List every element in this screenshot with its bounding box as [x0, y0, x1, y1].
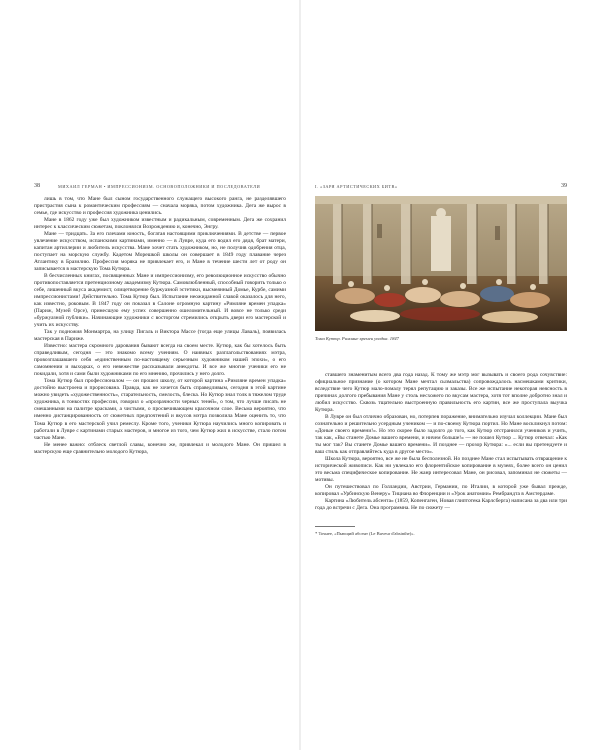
left-body-text: [34, 196, 286, 456]
painting-caption: Тома Кутюр. Римляне времен упадка. 1847: [315, 336, 399, 341]
right-paragraph-2: В Лувре он был отлично образован, но, потерпев поражение, внимательно изучал коллекции. Мане был сознательно и решительно усердным учеником — и по-своему Кутюра портил. Но Мане воскликнул потом: «Доные своего времени!». Но это скорее было задолго до того, как Кутюр отстранился учеников и учить, так как, «Вы станете Домье вашего времени, и ничем больше!» — не пошел Кутюр ... Кутюр отвечал: «Как ты мог так? Вы станете Домье вашего времени». И позднее — прозор Кутюра: «... если вы претендуете и ваш стиль как отправляйтесь куда в другое место».: [315, 414, 567, 456]
painting-illustration: [315, 196, 567, 331]
right-page: [300, 0, 600, 750]
left-paragraph-4: В бесчисленных книгах, посвященных Мане и импрессионизму, его революционное искусство обычно противопоставляется претенциозному академизму Кутюра. Самовлюбленный, способный говорить только о себе, лишенный вкуса академист, олицетворение буржуазной эстетики, высмеянный Домье, Курбе, самими импрессионистами! Действительно. Тома Кутюр был. Испытание неожиданной славой оказалось для него, как известно, роковым. В 1847 году он показал в Салоне огромную картину «Римляне времен упадка» (Париж, Музей Орсе), принесшую ему успех совершенно ошеломительный. И вовсе не только среди «буржуазной публики». Начинающие художники с восторгом стремились открыть двери его мастерской и учить их искусству.: [34, 273, 286, 329]
right-running-head: [315, 181, 567, 191]
left-paragraph-7: Тома Кутюр был профессионалом — он прошел школу, от которой картина «Римляне времен упадка» достойно выстроена и прорисована. Правда, как не хочется быть справедливым, сегодня в этой картине можно увидеть «художественность», старательность, смелость, блеска. Но Кутюр знал толк в тяжелом труде художника, в тонкостях профессии, говорил о «прозрачности черных теней», о том, что лучше писать не смешанными на палитре красками, а чистыми, о просвечивающем красочном слое. Весьма вероятно, что именно дистанцированность от сюжетных предпочтений и вкусов мэтра позволила Мане оценить то, что Тома Кутюр в его мастерской учил ремеслу. Кроме того, ученики Кутюра научились много копировать и работали в Лувре с картинами старых мастеров, и многое из того, чем Кутюр жил в искусстве, стало потом частью Мане.: [34, 378, 286, 441]
right-paragraph-4: Он путешествовал по Голландии, Австрии, Германии, по Италии, в которой уже бывал прежде, копировал «Урбинскую Венеру» Тициана во Флоренции и «Урок анатомии» Рембрандта в Амстердаме.: [315, 484, 567, 498]
footnote: * Точнее, «Пьющий абсент (Le Buveur d'absinthe)».: [315, 531, 415, 536]
left-paragraph-1: лишь в том, что Мане был сыном государственного служащего высокого ранга, не разделявшего пристрастия сына к романтическим профессиям — сначала моряка, потом художника. Дега же вырос в семье, где искусство и профессия художника ценились.: [34, 196, 286, 217]
left-running-head-text: МИХАИЛ ГЕРМАН • ИМПРЕССИОНИЗМ. ОСНОВОПОЛОЖНИКИ И ПОСЛЕДОВАТЕЛИ: [58, 183, 261, 189]
right-paragraph-1: ставшего знаменитым всего два года назад. К тому же мэтр мог вызывать и своего рода сочувствие: официальное признание (о котором Мане мечтал сызмальства) сопровождалось насмешками критики, вследствие чего Кутюр мало-помалу терял репутацию и заказы. Все же испытание некоторая неясность в причинах долгого пребывания Мане у столь несхожего по вкусам мастера, хотя тот вполне добротно знал и любил искусство. Сквозь тщательно выстроенную правильность его картин, все же проступала выучка Кутюра.: [315, 372, 567, 414]
left-page-number: 38: [34, 183, 40, 189]
left-paragraph-2: Мане в 1862 году уже был художником известным и радикальным, современным. Дега же сохранил интерес к классическим сюжетам, поклонялся Возрождению и, конечно, Энгру.: [34, 217, 286, 231]
right-running-head-text: I. «ЗАРЯ АРТИСТИЧЕСКИХ БИТВ»: [315, 183, 398, 189]
left-paragraph-6: Известно: мастера скромного дарования бывают всегда на своем месте. Кутюр, как бы хотелось быть справедливым, сегодня — это знакомо всему учениям. О наивных разглагольствованиях мэтра, провозглашавшего себя «единственным по-настоящему серьезным художником нашей эпохи», о его самомнении и выходках, о его невежестве рассказывали анекдоты. И все же многие ученики его не покидали, хотя и сами были художниками по его мнению, прочились у него долго.: [34, 343, 286, 378]
left-paragraph-8: Не менее важно: отблеск светлой славы, конечно же, привлекал и молодого Мане. Он пришел в мастерскую еще сравнительно молодого Кутюра,: [34, 441, 286, 455]
right-paragraph-3: Школа Кутюра, вероятно, все же не была бесполезной. Но позднее Мане стал испытывать отвращение к исторической живописи. Как ни увлекало его флорентийское копирование в музеях, более всего он ценил это весьма специфическое копирование. Не жанр интересовал Мане, он рисовал, запоминал не сюжеты — мотивы.: [315, 456, 567, 484]
left-paragraph-3: Мане — тридцать. За его плечами юность, богатая настоящими приключениями. В детстве — первое увлечение искусством, испанскими картинами, именно — в Лувре, куда его водил его дядя, брат матери, капитан артиллерии и любитель искусства. Мане хочет стать художником, но, не получив одобрения отца, поступает на морскую службу. Кадетом Морешкой школы он совершает в 1849 году плавание через Атлантику в Бразилию. Профессия моряка не привлекает его, и Мане в течение шести лет от роду он записывается в мастерскую Тома Кутюра.: [34, 231, 286, 273]
right-body-text: [315, 372, 567, 512]
right-paragraph-5: Картина «Любитель абсента» (1859, Копенгаген, Новая глиптотека Карлсберга) написана за два или три года до встречи с Дега. Она программна. Не по сюжету —: [315, 498, 567, 512]
left-paragraph-5: Так у подножия Монмартра, на улицу Пигаль и Виктора Массе (тогда еще улицы Лаваль), появилась мастерская в Париже.: [34, 329, 286, 343]
left-running-head: [34, 181, 286, 191]
right-page-number: 39: [561, 183, 567, 189]
painting-romans-of-the-decadence: [315, 196, 567, 331]
footnote-divider: [315, 526, 355, 527]
